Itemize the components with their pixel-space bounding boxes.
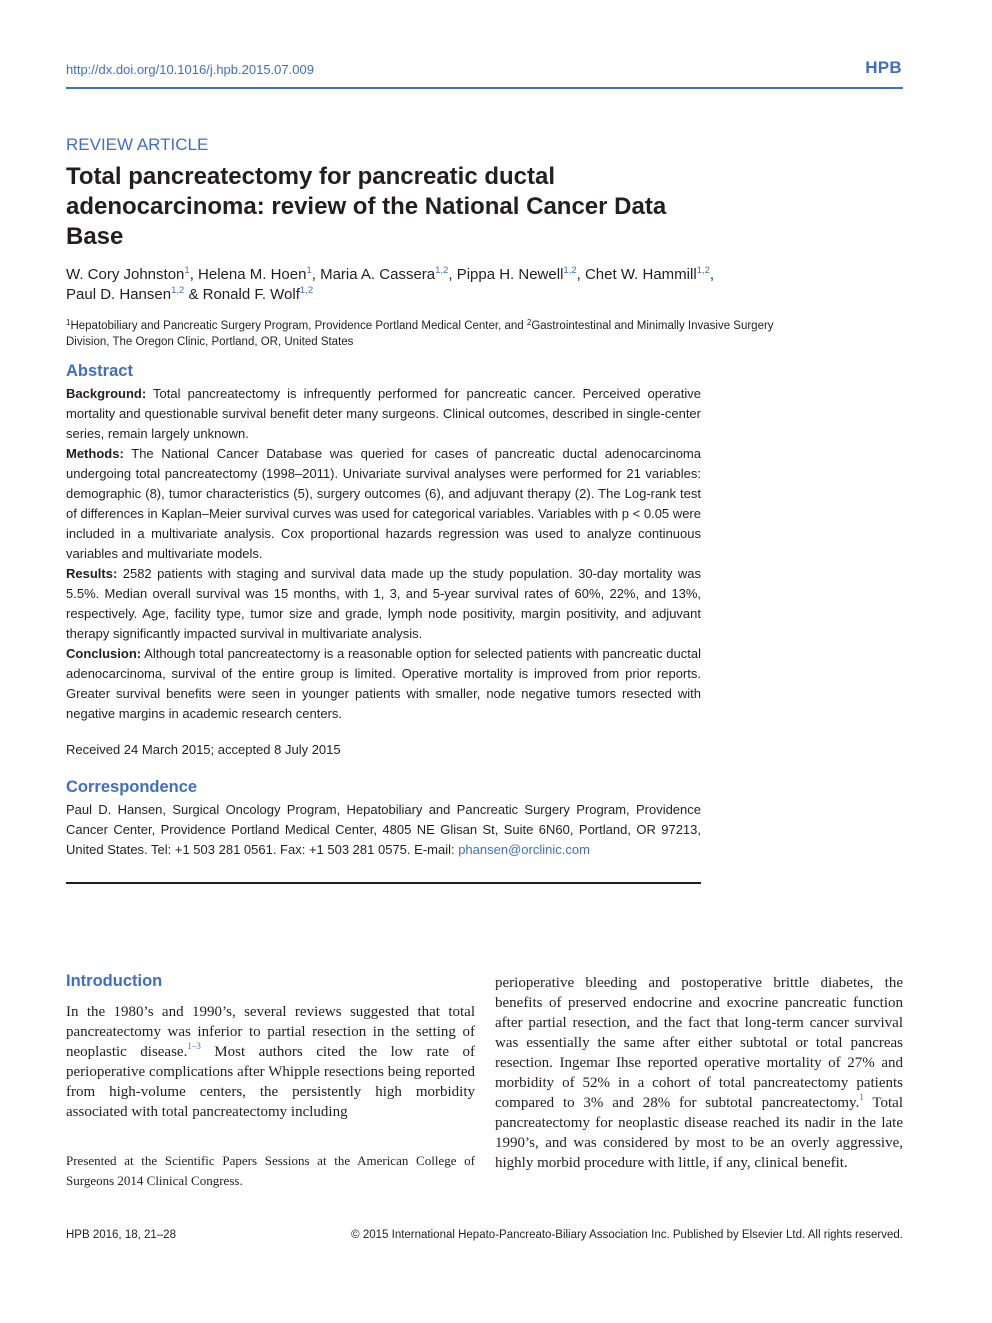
abstract-text: Although total pancreatectomy is a reasonable option for selected patients with pancreatic ductal adenocarcinoma, survival of the entire group is limited. Operative mortality is improved from prior reports. Greater survival benefits were seen in younger patients with smaller, node negative tumors resected with negative margins in academic research centers. [66, 646, 701, 721]
abstract-label: Background: [66, 386, 147, 401]
received-date: Received 24 March 2015; accepted 8 July 2015 [66, 742, 341, 757]
doi-link[interactable]: http://dx.doi.org/10.1016/j.hpb.2015.07.009 [66, 62, 314, 77]
author-name: Maria A. Cassera [320, 266, 436, 283]
intro-text: In the 1980’s and 1990’s, several reviews suggested that total pancreatectomy was inferior to partial resection in the setting of neoplastic disease. [66, 1004, 475, 1060]
affiliation-number: 2 [526, 318, 532, 327]
correspondence-heading: Correspondence [66, 778, 198, 796]
abstract-text: 2582 patients with staging and survival data made up the study population. 30-day mortality was 5.5%. Median overall survival was 15 months, with 1, 3, and 5-year survival rates of 60%, 22%, and 13%, respectively. Age, facility type, tumor size and grade, lymph node positivity, margin positivity, and adjuvant therapy significantly impacted survival in multivariate analysis. [66, 566, 701, 641]
abstract-background [66, 384, 701, 444]
abstract-conclusion [66, 644, 701, 724]
author-name: W. Cory Johnston [66, 266, 185, 283]
abstract-label: Conclusion: [66, 646, 142, 661]
correspondence-body [66, 800, 701, 860]
intro-paragraph [66, 1002, 475, 1122]
abstract-text: The National Cancer Database was queried for cases of pancreatic ductal adenocarcinoma undergoing total pancreatectomy (1998–2011). Univariate survival analyses were performed for 21 variables: demographic (8), tumor characteristics (5), surgery outcomes (6), and adjuvant therapy (2). The Log-rank test of differences in Kaplan–Meier survival curves was used for categorical variables. Variables with p < 0.05 were included in a multivariate analysis. Cox proportional hazards regression was used to analyze continuous variables and multivariate models. [66, 446, 701, 561]
affiliation-mark: 1,2 [696, 265, 710, 276]
affiliation-mark: 1,2 [299, 285, 314, 296]
reference-link[interactable]: 1 [859, 1092, 864, 1102]
author-separator: , [576, 266, 585, 283]
abstract-body [66, 384, 701, 724]
author-name: Pippa H. Newell [456, 266, 564, 283]
author-list [66, 265, 786, 305]
affiliation-mark: 1 [184, 265, 190, 276]
introduction-right-column [495, 973, 903, 1173]
author-separator: , [709, 266, 715, 283]
reference-link[interactable]: 1–3 [187, 1041, 201, 1051]
journal-name: HPB [865, 58, 902, 77]
article-title: Total pancreatectomy for pancreatic ductal adenocarcinoma: review of the National Cancer Data Base [66, 163, 667, 250]
abstract-divider [66, 882, 701, 884]
intro-text: perioperative bleeding and postoperative brittle diabetes, the benefits of preserved endocrine and exocrine pancreatic function after partial resection, and the fact that long-term cancer survival was essentially the same after either subtotal or total pancreas resection. Ingemar Ihse reported operative mortality of 27% and morbidity of 52% in a cohort of total pancreatectomy patients compared to 3% and 28% for subtotal pancreatectomy. [495, 975, 903, 1111]
affiliation-text: Hepatobiliary and Pancreatic Surgery Program, Providence Portland Medical Center, and [70, 320, 527, 332]
abstract-results [66, 564, 701, 644]
abstract-label: Methods: [66, 446, 124, 461]
email-link[interactable]: phansen@orclinic.com [458, 842, 590, 857]
header-divider [66, 87, 903, 89]
author-separator: , [448, 266, 457, 283]
author-name: Helena M. Hoen [198, 266, 307, 283]
author-separator: , [311, 266, 321, 283]
abstract-label: Results: [66, 566, 118, 581]
intro-text: Most authors cited the low rate of perioperative complications after Whipple resections being reported from high-volume centers, the persistently high morbidity associated with total pancreatectomy including [66, 1044, 475, 1120]
copyright-notice: © 2015 International Hepato-Pancreato-Biliary Association Inc. Published by Elsevier Ltd. All rights reserved. [351, 1229, 903, 1241]
introduction-left-column [66, 1002, 475, 1122]
affiliation-mark: 1,2 [563, 265, 577, 276]
abstract-methods [66, 444, 701, 564]
affiliation-number: 1 [66, 318, 71, 327]
abstract-text: Total pancreatectomy is infrequently performed for pancreatic cancer. Perceived operative mortality and questionable survival benefit deter many surgeons. Clinical outcomes, described in single-center series, remain largely unknown. [66, 386, 701, 441]
intro-paragraph [495, 973, 903, 1173]
journal-citation: HPB 2016, 18, 21–28 [66, 1229, 176, 1241]
affiliation-mark: 1,2 [435, 265, 449, 276]
author-name: Chet W. Hammill [584, 266, 697, 283]
intro-text: Total pancreatectomy for neoplastic disease reached its nadir in the late 1990’s, and was considered by most to be an overly aggressive, highly morbid procedure with little, if any, clinical benefit. [495, 1095, 903, 1171]
author-name: Ronald F. Wolf [202, 286, 300, 303]
correspondence-text: Paul D. Hansen, Surgical Oncology Program, Hepatobiliary and Pancreatic Surgery Program, Providence Cancer Center, Providence Portland Medical Center, 4805 NE Glisan St, Suite 6N60, Portland, OR 97213, United States. Tel: +1 503 281 0561. Fax: +1 503 281 0575. E-mail: [66, 802, 701, 857]
author-name: Paul D. Hansen [66, 286, 172, 303]
abstract-heading: Abstract [66, 362, 133, 380]
affiliation-mark: 1,2 [171, 285, 185, 296]
author-separator: , [189, 266, 199, 283]
affiliation-mark: 1 [306, 265, 312, 276]
affiliation-text: Gastrointestinal and Minimally Invasive Surgery Division, The Oregon Clinic, Portland, OR, United States [66, 320, 774, 348]
author-separator: & [184, 286, 203, 303]
introduction-heading: Introduction [66, 972, 163, 990]
article-type: REVIEW ARTICLE [66, 135, 209, 154]
affiliations [66, 318, 796, 350]
presentation-footnote: Presented at the Scientific Papers Sessions at the American College of Surgeons 2014 Clinical Congress. [66, 1153, 475, 1188]
